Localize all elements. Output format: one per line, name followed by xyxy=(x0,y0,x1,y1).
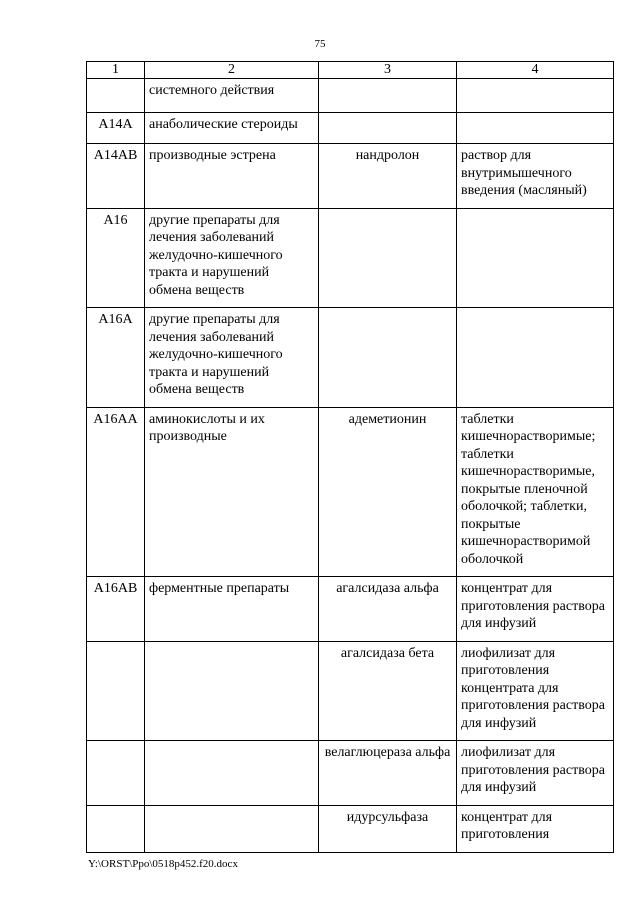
code-cell: A16 xyxy=(87,208,145,308)
form-cell: лиофилизат для приготовления концентрата для приготовления раствора для инфузий xyxy=(457,641,614,741)
drug-cell xyxy=(319,113,457,144)
drug-cell: агалсидаза бета xyxy=(319,641,457,741)
table-row xyxy=(87,577,614,642)
header-cell: 4 xyxy=(457,62,614,79)
page-number: 75 xyxy=(314,38,326,50)
form-cell xyxy=(457,308,614,408)
table-row xyxy=(87,208,614,308)
file-path-footer: Y:\ORST\Ppo\0518p452.f20.docx xyxy=(88,858,238,870)
header-cell: 1 xyxy=(87,62,145,79)
name-cell: анаболические стероиды xyxy=(145,113,319,144)
name-cell: системного действия xyxy=(145,79,319,113)
drug-cell xyxy=(319,79,457,113)
code-cell xyxy=(87,79,145,113)
code-cell: A14AB xyxy=(87,144,145,209)
name-cell xyxy=(145,641,319,741)
table-row xyxy=(87,79,614,113)
name-cell: аминокислоты и их производные xyxy=(145,407,319,577)
code-cell xyxy=(87,641,145,741)
code-cell: A16A xyxy=(87,308,145,408)
name-cell: другие препараты для лечения заболеваний желудочно-кишечного тракта и нарушений обмена веществ xyxy=(145,308,319,408)
table-row xyxy=(87,641,614,741)
name-cell: производные эстрена xyxy=(145,144,319,209)
name-cell xyxy=(145,741,319,806)
drug-cell: адеметионин xyxy=(319,407,457,577)
drug-cell: агалсидаза альфа xyxy=(319,577,457,642)
name-cell: другие препараты для лечения заболеваний желудочно-кишечного тракта и нарушений обмена веществ xyxy=(145,208,319,308)
drug-classification-table xyxy=(86,61,614,853)
drug-cell: нандролон xyxy=(319,144,457,209)
drug-cell xyxy=(319,208,457,308)
table-row xyxy=(87,144,614,209)
code-cell xyxy=(87,805,145,852)
table-row xyxy=(87,805,614,852)
drug-cell: велаглюцераза альфа xyxy=(319,741,457,806)
code-cell xyxy=(87,741,145,806)
drug-cell: идурсульфаза xyxy=(319,805,457,852)
drug-cell xyxy=(319,308,457,408)
code-cell: A14A xyxy=(87,113,145,144)
code-cell: A16AA xyxy=(87,407,145,577)
form-cell: концентрат для приготовления раствора для инфузий xyxy=(457,577,614,642)
form-cell xyxy=(457,208,614,308)
form-cell xyxy=(457,79,614,113)
name-cell: ферментные препараты xyxy=(145,577,319,642)
header-cell: 3 xyxy=(319,62,457,79)
table-row xyxy=(87,113,614,144)
header-cell: 2 xyxy=(145,62,319,79)
code-cell: A16AB xyxy=(87,577,145,642)
table-row xyxy=(87,308,614,408)
table-row xyxy=(87,407,614,577)
form-cell: раствор для внутримышечного введения (масляный) xyxy=(457,144,614,209)
form-cell: лиофилизат для приготовления раствора для инфузий xyxy=(457,741,614,806)
name-cell xyxy=(145,805,319,852)
form-cell: концентрат для приготовления xyxy=(457,805,614,852)
table-header-row xyxy=(87,62,614,79)
table-row xyxy=(87,741,614,806)
form-cell: таблетки кишечнорастворимые; таблетки кишечнорастворимые, покрытые пленочной оболочкой; таблетки, покрытые кишечнорастворимой оболочкой xyxy=(457,407,614,577)
form-cell xyxy=(457,113,614,144)
